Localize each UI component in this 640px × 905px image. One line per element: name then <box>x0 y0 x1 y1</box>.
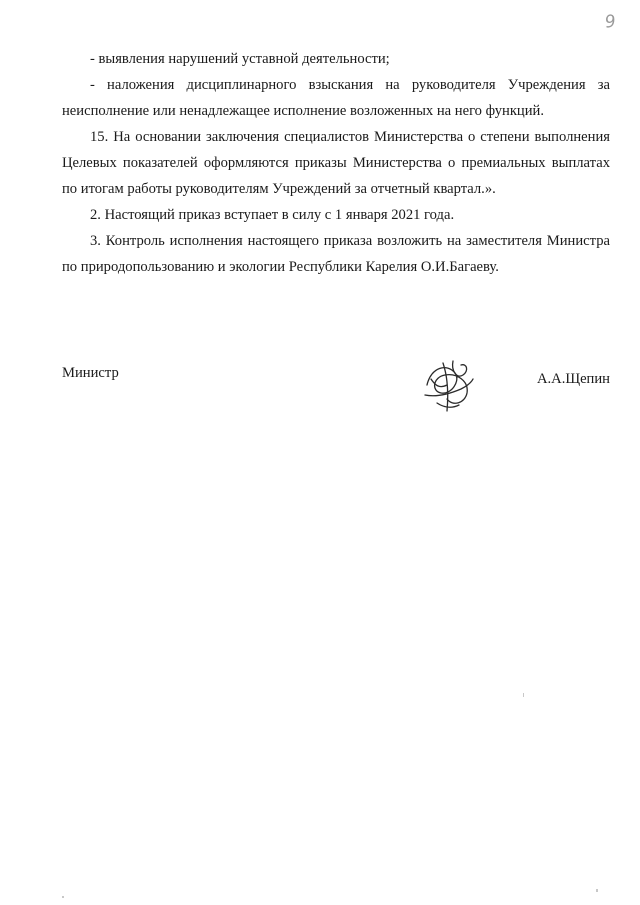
handwritten-page-number: 9 <box>603 11 618 33</box>
signatory-name: А.А.Щепин <box>536 371 610 387</box>
paragraph-disciplinary: - наложения дисциплинарного взыскания на руководителя Учреждения за неисполнение или ненадлежащее исполнение возложенных на него функций. <box>62 77 610 119</box>
paragraph-3-control: 3. Контроль исполнения настоящего приказа возложить на заместителя Министра по природопользованию и экологии Республики Карелия О.И.Багаеву. <box>62 233 610 275</box>
scan-speck <box>62 896 64 898</box>
document-body <box>62 46 610 280</box>
signatory-title: Министр <box>62 365 119 381</box>
signature-block <box>62 355 610 425</box>
paragraph-15: 15. На основании заключения специалистов Министерства о степени выполнения Целевых показателей оформляются приказы Министерства о премиальных выплатах по итогам работы руководителям Учреждений за отчетный квартал.». <box>62 129 610 197</box>
paragraph-2-effective-date: 2. Настоящий приказ вступает в силу с 1 января 2021 года. <box>90 207 455 223</box>
scan-speck <box>523 693 524 697</box>
handwritten-signature-icon <box>417 355 479 417</box>
scan-speck <box>596 889 598 892</box>
paragraph-violations: - выявления нарушений уставной деятельности; <box>90 51 390 67</box>
